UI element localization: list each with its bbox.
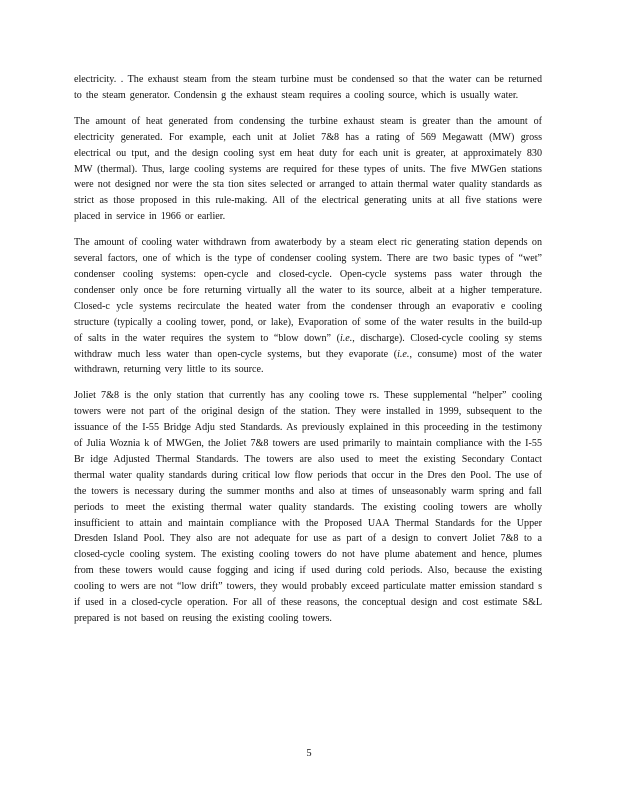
- abbreviation-ie: i.e.: [397, 348, 410, 360]
- paragraph-joliet-cooling-towers: Joliet 7&8 is the only station that currently has any cooling towe rs. These supplemental “helper” cooling towers were not part of the original design of the station. They were installed in 1999, subsequent to the issuance of the I-55 Bridge Adju sted Standards. As previously explained in this proceeding in the testimony of Julia Woznia k of MWGen, the Joliet 7&8 towers are used primarily to maintain compliance with the I-55 Br idge Adjusted Thermal Standards. The towers are also used to meet the existing Secondary Contact thermal water quality standards during critical low flow periods that occur in the Dres den Pool. The use of the towers is necessary during the summer months and also at times of unseasonably warm spring and fall periods to meet the existing thermal water quality standards. The existing cooling towers are wholly insufficient to attain and maintain compliance with the Proposed UAA Thermal Standards for the Upper Dresden Island Pool. They also are not adequate for use as part of a design to convert Joliet 7&8 to a closed-cycle cooling system. The existing cooling towers do not have plume abatement and hence, plumes from these towers would cause fogging and icing if used during cold periods. Also, because the existing cooling to wers are not “low drift” towers, they would probably exceed particulate matter emission standard s if used in a closed-cycle operation. For all of these reasons, the conceptual design and cost estimate S&L prepared is not based on reusing the existing cooling towers.: [74, 390, 542, 624]
- paragraph-condensing-steam: electricity. . The exhaust steam from the steam turbine must be condensed so that the water can be returned to the steam generator. Condensin g the exhaust steam requires a cooling source, which is usually water.: [74, 74, 542, 101]
- paragraph-heat-generated: The amount of heat generated from condensing the turbine exhaust steam is greater than the amount of electricity generated. For example, each unit at Joliet 7&8 has a rating of 569 Megawatt (MW) gross electrical ou tput, and the design cooling syst em heat duty for each unit is greater, at approximately 830 MW (thermal). Thus, large cooling systems are required for these types of units. The five MWGen stations were not designed nor were the sta tion sites selected or arranged to attain thermal water quality standards as strict as those proposed in this rule-making. All of the electrical generating units at all five stations were placed in service in 1966 or earlier.: [74, 115, 542, 223]
- page-number: 5: [306, 748, 312, 759]
- abbreviation-ie: i.e.: [339, 332, 353, 344]
- paragraph-cooling-water-withdrawn: The amount of cooling water withdrawn from awaterbody by a steam elect ric generating station depends on several factors, one of which is the type of condenser cooling system. There are two basic types of “wet” condenser cooling systems: open-cycle and closed-cycle. Open-cycle systems pass water through the condenser only once be fore returning virtually all the water to its source, albeit at a higher temperature. Closed-c ycle systems recirculate the heated water from the condenser through an evaporativ e cooling structure (typically a cooling tower, pond, or lake), Evaporation of some of the water results in the build-up of salts in the water requires the system to “blow down” (i.e., discharge). Closed-cycle cooling sy stems withdraw much less water than open-cycle systems, but they evaporate (i.e., consume) most of the water withdrawn, returning very little to its source.: [74, 237, 542, 376]
- document-body: [74, 72, 542, 627]
